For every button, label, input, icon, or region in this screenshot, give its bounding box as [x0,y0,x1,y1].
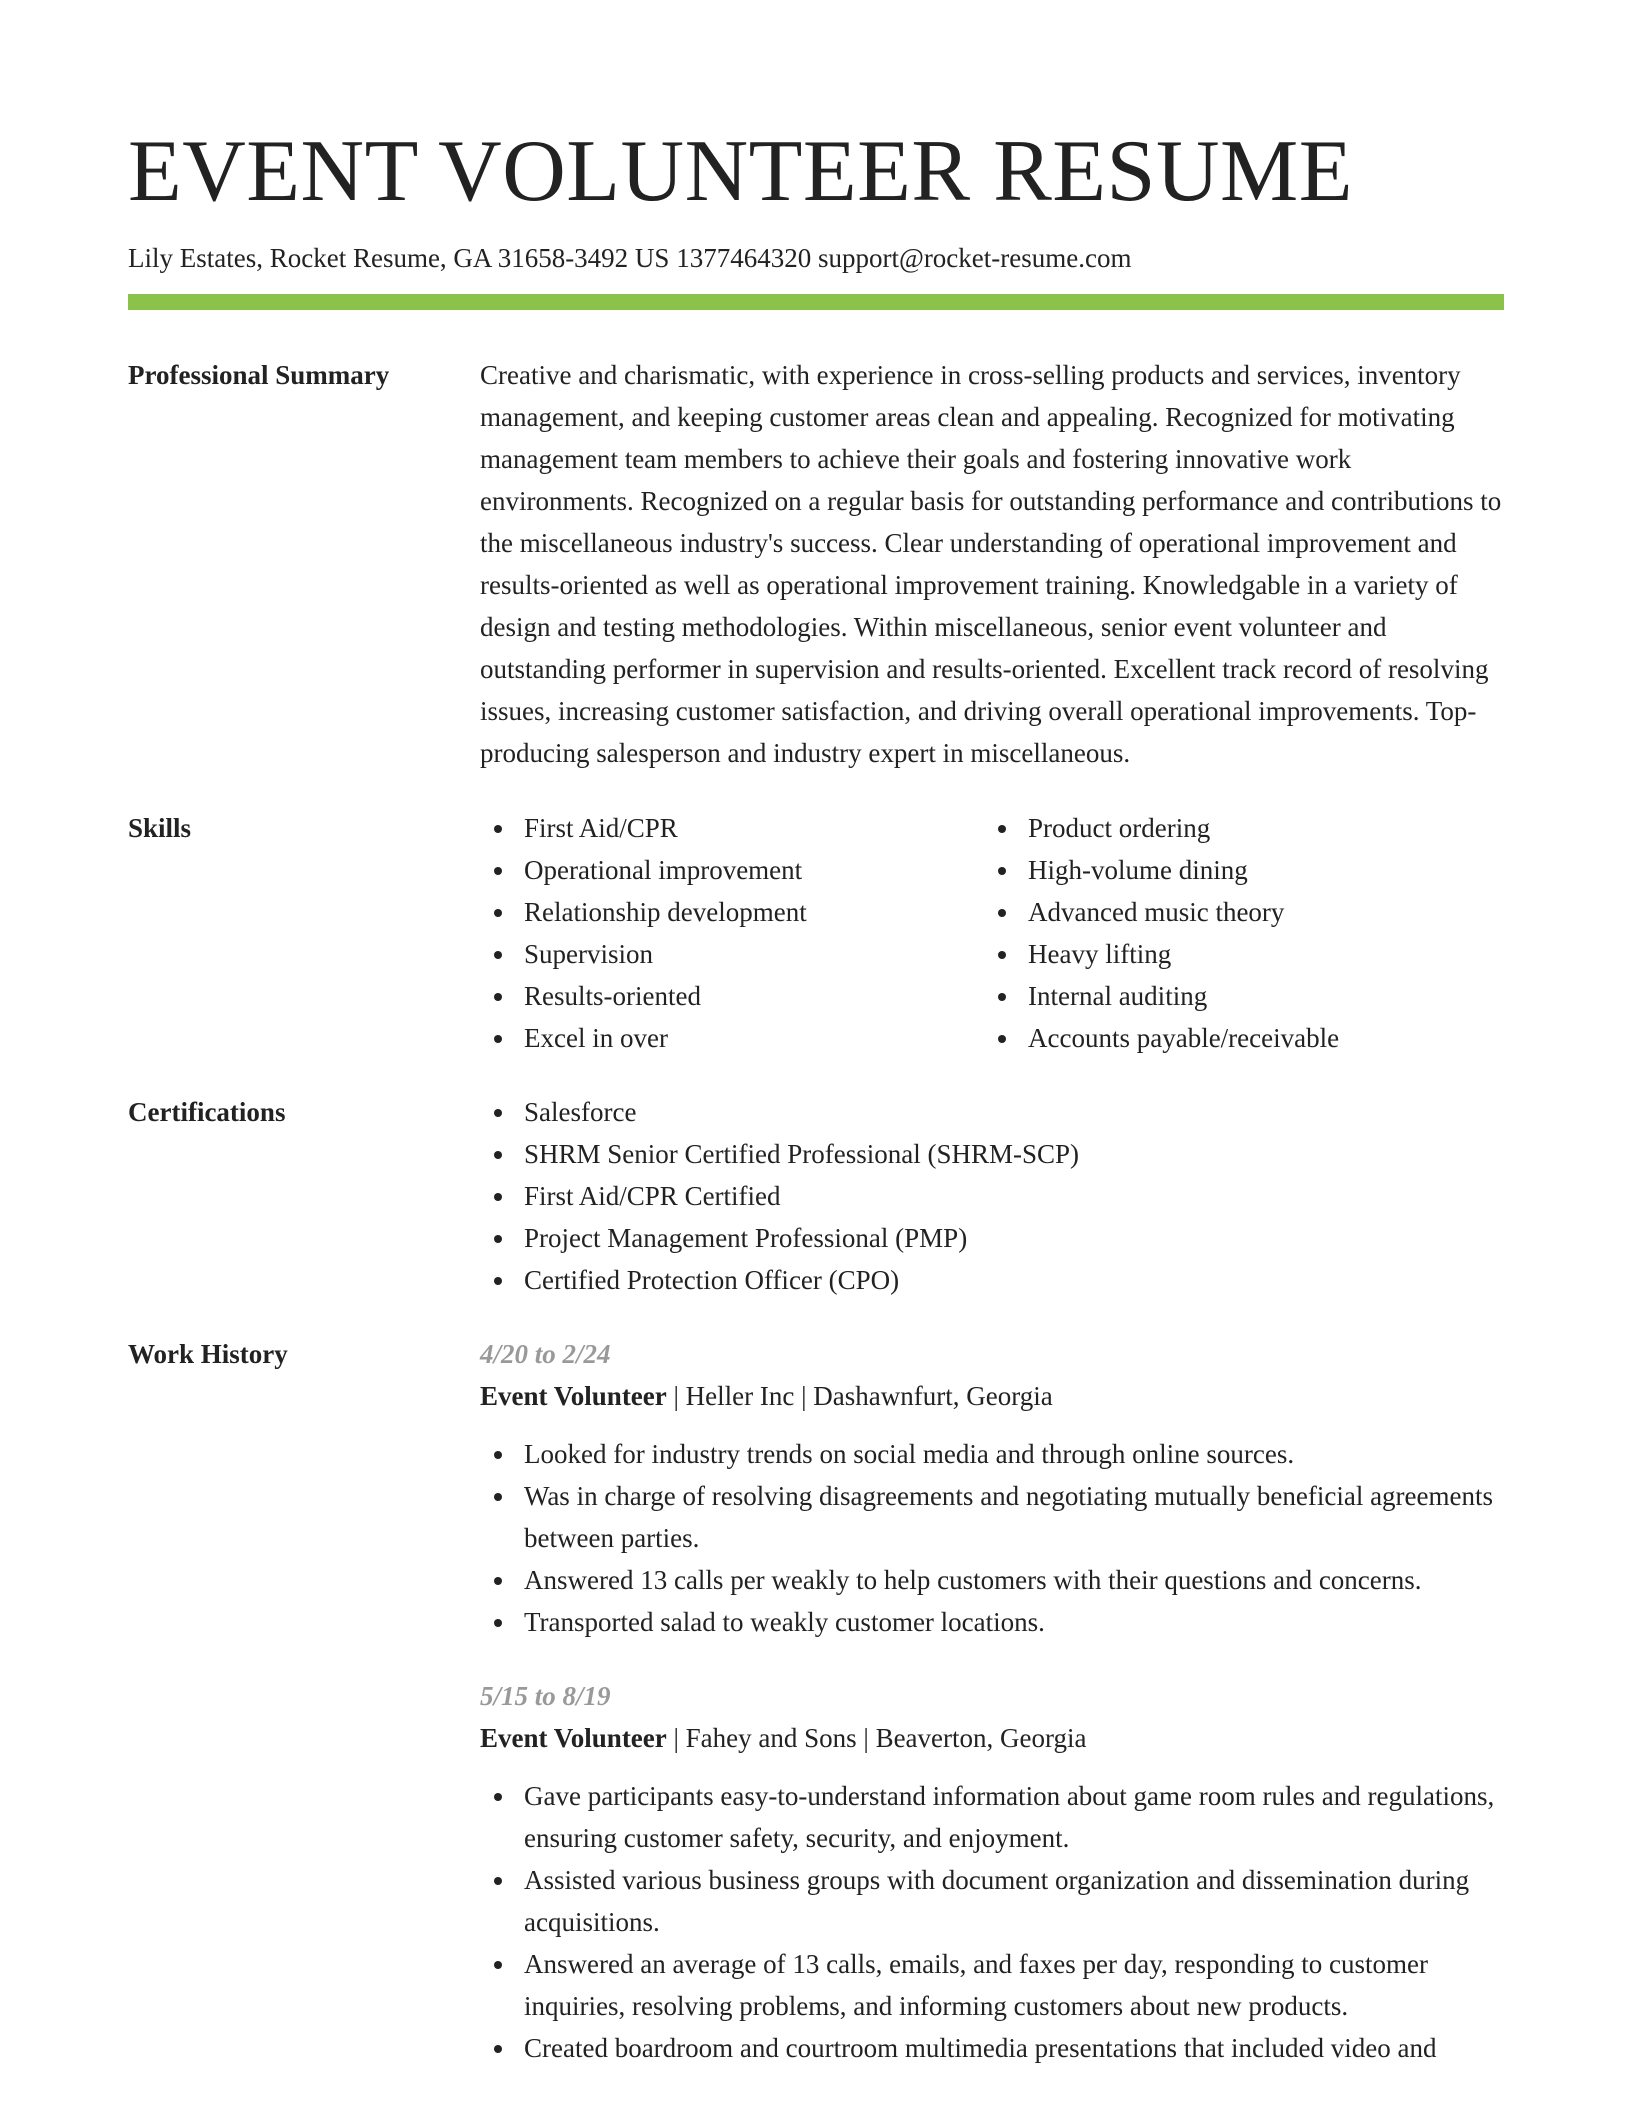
work-history-section [128,1333,1504,2069]
skill-item: Heavy lifting [984,933,1488,975]
job-title: Event Volunteer [480,1723,667,1753]
work-history-heading: Work History [128,1339,288,1369]
skill-item: Advanced music theory [984,891,1488,933]
skills-list-left [480,807,984,1059]
skill-item: High-volume dining [984,849,1488,891]
certification-item: Project Management Professional (PMP) [480,1217,1504,1259]
skill-item: Results-oriented [480,975,984,1017]
job-dates: 4/20 to 2/24 [480,1339,611,1369]
job-duties-list [480,1433,1504,1643]
skills-heading: Skills [128,813,192,843]
skill-item: Internal auditing [984,975,1488,1017]
skills-section [128,807,1504,1059]
certification-item: SHRM Senior Certified Professional (SHRM-SCP) [480,1133,1504,1175]
job-header [480,1375,1504,1417]
certifications-body [480,1091,1504,1301]
job-employer-location: | Heller Inc | Dashawnfurt, Georgia [666,1381,1053,1411]
summary-text: Creative and charismatic, with experience in cross-selling products and services, inventory management, and keeping customer areas clean and appealing. Recognized for motivating management team members to achieve their goals and fostering innovative work environments. Recognized on a regular basis for outstanding performance and contributions to the miscellaneous industry's success. Clear understanding of operational improvement and results-oriented as well as operational improvement training. Knowledgable in a variety of design and testing methodologies. Within miscellaneous, senior event volunteer and outstanding performer in supervision and results-oriented. Excellent track record of resolving issues, increasing customer satisfaction, and driving overall operational improvements. Top-producing salesperson and industry expert in miscellaneous. [480,360,1502,768]
job-employer-location: | Fahey and Sons | Beaverton, Georgia [666,1723,1087,1753]
resume-title: EVENT VOLUNTEER RESUME [128,123,1354,220]
job-duty: Was in charge of resolving disagreements and negotiating mutually beneficial agreements between parties. [480,1475,1504,1559]
certifications-list [480,1091,1504,1301]
contact-line: Lily Estates, Rocket Resume, GA 31658-3492 US 1377464320 support@rocket-resume.com [128,243,1132,273]
certifications-section [128,1091,1504,1301]
job-duty: Answered 13 calls per weakly to help customers with their questions and concerns. [480,1559,1504,1601]
skill-item: Supervision [480,933,984,975]
certifications-heading: Certifications [128,1097,286,1127]
job-title: Event Volunteer [480,1381,667,1411]
job-dates: 5/15 to 8/19 [480,1681,611,1711]
skill-item: Accounts payable/receivable [984,1017,1488,1059]
skill-item: First Aid/CPR [480,807,984,849]
certification-item: Certified Protection Officer (CPO) [480,1259,1504,1301]
summary-heading: Professional Summary [128,360,390,390]
skills-body [480,807,1504,1059]
work-history-body [480,1333,1504,2069]
job-duty: Looked for industry trends on social media and through online sources. [480,1433,1504,1475]
summary-body [480,354,1504,774]
skill-item: Operational improvement [480,849,984,891]
job-duty: Transported salad to weakly customer locations. [480,1601,1504,1643]
job-entry [480,1675,1504,2069]
skill-item: Relationship development [480,891,984,933]
job-duty: Gave participants easy-to-understand information about game room rules and regulations, ensuring customer safety, security, and enjoyment. [480,1775,1504,1859]
job-duty: Created boardroom and courtroom multimedia presentations that included video and [480,2027,1504,2069]
skills-list-right [984,807,1488,1059]
certification-item: First Aid/CPR Certified [480,1175,1504,1217]
job-duty: Answered an average of 13 calls, emails, and faxes per day, responding to customer inquiries, resolving problems, and informing customers about new products. [480,1943,1504,2027]
job-duties-list [480,1775,1504,2069]
header-divider [128,294,1504,310]
skill-item: Excel in over [480,1017,984,1059]
job-duty: Assisted various business groups with document organization and dissemination during acquisitions. [480,1859,1504,1943]
summary-section [128,354,1504,774]
job-entry [480,1333,1504,1643]
job-header [480,1717,1504,1759]
resume-page [128,0,1504,2069]
certification-item: Salesforce [480,1091,1504,1133]
skill-item: Product ordering [984,807,1488,849]
